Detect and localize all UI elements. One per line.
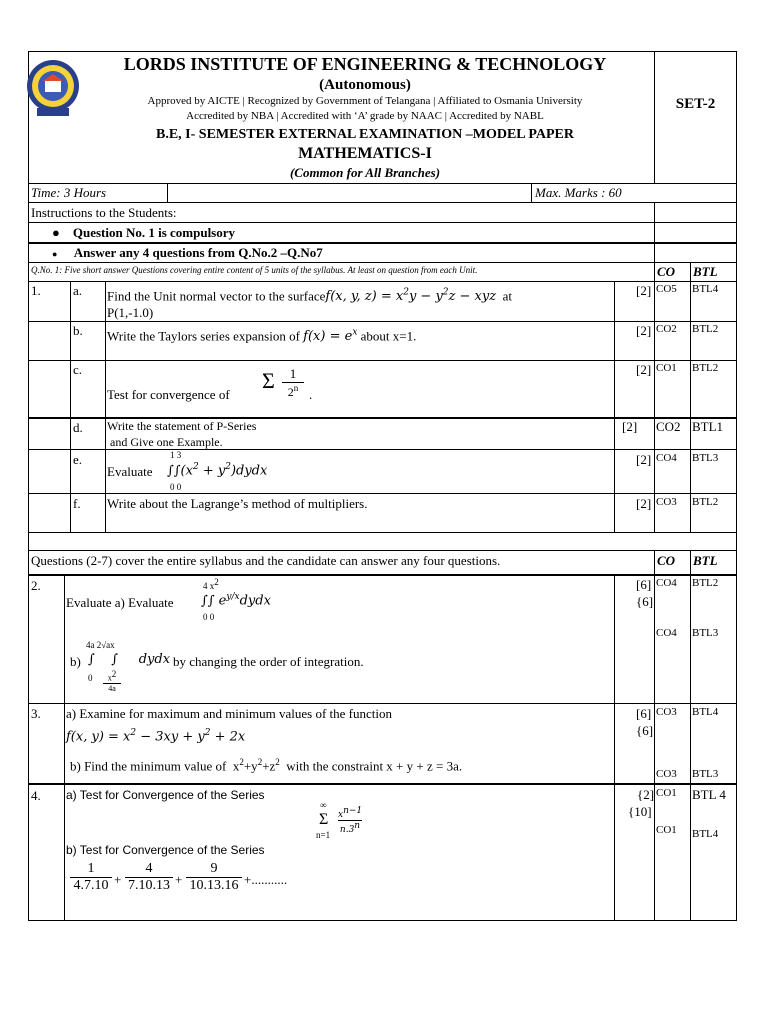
co-value: CO1 [656,787,677,799]
q1e-text: Evaluate [107,464,153,479]
q2a-text: Evaluate a) Evaluate [66,595,174,610]
marks: [2] [636,283,652,298]
btl-value: BTL4 [692,706,719,718]
instruction-item: ● Answer any 4 questions from Q.No.2 –Q.No7 [52,245,323,260]
q3b-text: b) Find the minimum value of $x^2+y^2+z^2$ with the constraint x + y + z = 3a. [70,757,463,774]
institute-logo [25,56,81,120]
question-number: 4. [31,788,41,803]
part-label: f. [73,496,81,511]
q4a-text: a) Test for Convergence of the Series [66,788,265,802]
btl-value: BTL2 [692,577,719,589]
q1d-text: Write the statement of P-Series [107,419,257,433]
set-label: SET-2 [675,96,716,112]
limits-bottom: 0 0 [203,612,215,622]
marks: {6] [636,723,654,738]
series-tail: +........... [244,872,288,887]
marks: [2] [636,496,652,511]
q1d-text: and Give one Example. [107,435,223,449]
marks: {6] [636,594,654,609]
co-value: CO1 [656,362,677,374]
series-term: 1 4.7.10 [70,861,112,894]
co-value: CO3 [656,496,677,508]
btl-value: BTL2 [692,362,719,374]
btl-value: BTL3 [692,627,719,639]
part-label: e. [73,452,83,467]
marks: {10] [628,804,652,819]
co-value: CO4 [656,627,677,639]
co-header: CO [657,553,676,568]
q1a-point: P(1,-1.0) [107,305,154,320]
q3a-text: a) Examine for maximum and minimum values of the function [66,706,393,721]
autonomous-label: (Autonomous) [319,77,411,93]
marks: [2] [622,419,638,434]
btl-header: BTL [693,264,718,279]
q1c-text: Test for convergence of [107,387,230,402]
question-number: 2. [31,578,41,593]
part-label: c. [73,362,83,377]
btl-value: BTL2 [692,496,719,508]
infinity: ∞ [320,800,327,810]
marks: [2] [636,323,652,338]
limits-top: 1 3 [170,450,182,460]
co-value: CO3 [656,768,677,780]
co-value: CO5 [656,283,677,295]
marks: [2] [636,452,652,467]
btl-value: BTL4 [692,828,719,840]
co-value: CO4 [656,452,677,464]
section2-note: Questions (2-7) cover the entire syllabus and the candidate can answer any four questions. [31,553,501,568]
approval-line: Approved by AICTE | Recognized by Government of Telangana | Affiliated to Osmania University [147,95,583,107]
btl-value: BTL1 [692,419,724,434]
co-value: CO1 [656,824,677,836]
q1a-text: Find the Unit normal vector to the surfacef(x, y, $z) = x^2y - y^2z$ − xyz at [107,288,512,305]
fraction: $x^{n-1}$ n.3$^n$ [338,806,363,835]
btl-header: BTL [693,553,718,568]
plus-sign: + [114,872,122,887]
fraction: 1 2$^n$ [282,366,304,400]
q1f-text: Write about the Lagrange’s method of multipliers. [107,496,368,511]
co-value: CO2 [656,323,677,335]
integral: ∫ ∫ dydx [88,652,171,667]
btl-value: BTL2 [692,323,719,335]
co-value: CO4 [656,577,677,589]
limits-bottom: 0 [88,673,93,683]
max-marks: Max. Marks : 60 [535,185,622,200]
period: . [309,387,313,402]
subject-title: MATHEMATICS-I [298,145,432,162]
btl-value: BTL4 [692,283,719,295]
series-term: 9 10.13.16 [186,861,242,894]
accreditation-line: Accredited by NBA | Accredited with ‘A’ grade by NAAC | Accredited by NABL [186,110,544,122]
sum-symbol: Σ [319,811,329,828]
co-header: CO [657,264,676,279]
btl-value: BTL 4 [692,787,726,802]
marks: [6] [636,706,652,721]
co-value: CO2 [656,419,681,434]
limits-top: 4 $x^2$ [203,577,219,591]
institute-name: LORDS INSTITUTE OF ENGINEERING & TECHNOLOGY [123,54,607,74]
q2b-text: by changing the order of integration. [173,654,364,669]
q2b-label: b) [70,654,81,669]
marks: {2] [637,787,655,802]
limits-bottom: 0 0 [170,482,182,492]
time-allowed: Time: 3 Hours [31,185,107,200]
marks: [6] [636,577,652,592]
fraction: $x^2$ 4a [103,669,121,693]
question-number: 1. [31,283,41,298]
series-term: 4 7.10.13 [125,861,173,894]
exam-title: B.E, I- SEMESTER EXTERNAL EXAMINATION –MODEL PAPER [156,127,574,142]
integral: $\int\int(x^2$ + $y^2)dydx$ [167,462,268,479]
q1-note: Q.No. 1: Five short answer Questions covering entire content of 5 units of the syllabus. At least on question from each Unit. [31,265,478,275]
function-expression: f(x, $y) = x^2 - 3xy + y^2 + 2x$ [66,728,246,745]
btl-value: BTL3 [692,768,719,780]
part-label: a. [73,283,83,298]
question-number: 3. [31,706,41,721]
plus-sign: + [175,872,183,887]
sum-symbol: Σ [262,368,275,393]
marks: [2] [636,362,652,377]
instructions-title: Instructions to the Students: [31,205,177,220]
part-label: d. [73,420,83,435]
co-value: CO3 [656,706,677,718]
btl-value: BTL3 [692,452,719,464]
common-note: (Common for All Branches) [289,165,441,180]
part-label: b. [73,323,83,338]
q1b-text: Write the Taylors series expansion of $f(x) = e^x$ about x=1. [107,328,417,345]
integral: ∫∫ $e^{y/x}dydx$ [201,592,271,609]
instruction-item: ● Question No. 1 is compulsory [52,225,236,240]
limits-top: 4a 2√ax [86,640,115,650]
q4b-text: b) Test for Convergence of the Series [66,843,265,857]
sum-index: n=1 [316,830,331,840]
